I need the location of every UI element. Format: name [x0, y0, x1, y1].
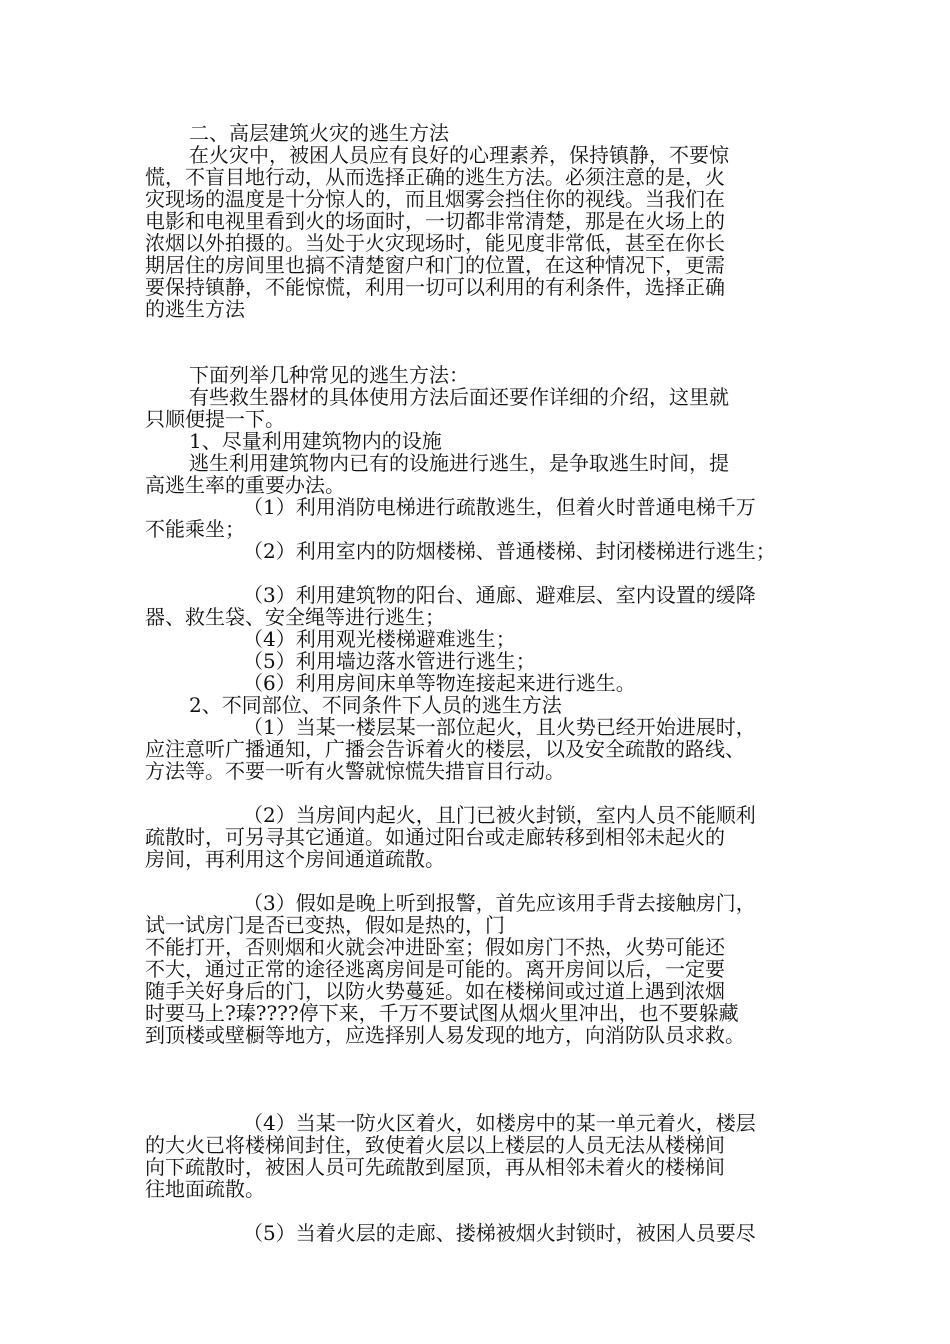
paragraph-line: 电影和电视里看到火的场面时，一切都非常清楚，那是在火场上的	[145, 209, 725, 233]
list-item-continuation: 方法等。不要一听有火警就惊慌失措盲目行动。	[145, 759, 565, 783]
section-heading: 二、高层建筑火灾的逃生方法	[189, 121, 449, 145]
blank-space	[145, 320, 825, 364]
list-item: （1）当某一楼层某一部位起火，且火势已经开始进展时，	[243, 715, 756, 739]
paragraph-line: 灾现场的温度是十分惊人的，而且烟雾会挡住你的视线。当我们在	[145, 187, 725, 211]
list-item-continuation: 时要马上?瑧????停下来，千万不要试图从烟火里冲出，也不要躲藏	[145, 1001, 739, 1025]
list-item-continuation: 器、救生袋、安全绳等进行逃生；	[145, 605, 445, 629]
section-heading: 1、尽量利用建筑物内的设施	[189, 429, 442, 453]
list-item-continuation: 向下疏散时，被困人员可先疏散到屋顶，再从相邻未着火的楼梯间	[145, 1155, 725, 1179]
paragraph-line: 期居住的房间里也搞不清楚窗户和门的位置，在这种情况下，更需	[145, 253, 725, 277]
paragraph-line: 的逃生方法	[145, 297, 245, 321]
blank-space	[145, 562, 825, 584]
paragraph-line: 要保持镇静，不能惊慌，利用一切可以利用的有利条件，选择正确	[145, 275, 725, 299]
blank-space	[145, 1046, 825, 1090]
blank-space	[145, 870, 825, 892]
list-item: （4）利用观光楼梯避难逃生；	[243, 627, 516, 651]
list-item: （3）利用建筑物的阳台、通廊、避难层、室内设置的缓降	[243, 583, 756, 607]
list-item: （5）利用墙边落水管进行逃生；	[243, 649, 536, 673]
list-item-continuation: 不能打开，否则烟和火就会冲进卧室；假如房门不热，火势可能还	[145, 935, 725, 959]
list-item: （4）当某一防火区着火，如楼房中的某一单元着火，楼层	[243, 1111, 756, 1135]
paragraph-line: 有些救生器材的具体使用方法后面还要作详细的介绍，这里就	[189, 385, 729, 409]
list-item-continuation: 的大火已将楼梯间封住，致使着火层以上楼层的人员无法从楼梯间	[145, 1133, 725, 1157]
list-item-continuation: 不能乘坐；	[145, 517, 245, 541]
list-item-continuation: 往地面疏散。	[145, 1177, 265, 1201]
paragraph-line: 下面列举几种常见的逃生方法：	[189, 363, 469, 387]
paragraph-line: 逃生利用建筑物内已有的设施进行逃生，是争取逃生时间，提	[189, 451, 729, 475]
list-item: （3）假如是晚上听到报警，首先应该用手背去接触房门，	[243, 891, 756, 915]
list-item: （2）利用室内的防烟楼梯、普通楼梯、封闭楼梯进行逃生；	[243, 539, 776, 563]
paragraph-line: 高逃生率的重要办法。	[145, 473, 345, 497]
paragraph-line: 在火灾中，被困人员应有良好的心理素养，保持镇静，不要惊	[189, 143, 729, 167]
list-item: （1）利用消防电梯进行疏散逃生，但着火时普通电梯千万	[243, 495, 756, 519]
paragraph-line: 浓烟以外拍摄的。当处于火灾现场时，能见度非常低，甚至在你长	[145, 231, 725, 255]
blank-space	[145, 1090, 825, 1112]
list-item-continuation: 随手关好身后的门，以防火势蔓延。如在楼梯间或过道上遇到浓烟	[145, 979, 725, 1003]
list-item-continuation: 试一试房门是否已变热，假如是热的，门	[145, 913, 505, 937]
list-item: （2）当房间内起火，且门已被火封锁，室内人员不能顺利	[243, 803, 756, 827]
list-item-continuation: 房间，再利用这个房间通道疏散。	[145, 847, 445, 871]
list-item-continuation: 应注意听广播通知，广播会告诉着火的楼层，以及安全疏散的路线、	[145, 737, 745, 761]
list-item: （6）利用房间床单等物连接起来进行逃生。	[243, 671, 636, 695]
list-item: （5）当着火层的走廊、搂梯被烟火封锁时，被困人员要尽	[243, 1221, 756, 1245]
list-item-continuation: 不大，通过正常的途径逃离房间是可能的。离开房间以后，一定要	[145, 957, 725, 981]
list-item-continuation: 到顶楼或壁橱等地方，应选择别人易发现的地方，向消防队员求救。	[145, 1023, 745, 1047]
list-item-continuation: 疏散时，可另寻其它通道。如通过阳台或走廊转移到相邻未起火的	[145, 825, 725, 849]
section-heading: 2、不同部位、不同条件下人员的逃生方法	[189, 693, 562, 717]
paragraph-line: 只顺便提一下。	[145, 407, 285, 431]
document-body	[145, 122, 825, 1244]
paragraph-line: 慌，不盲目地行动，从而选择正确的逃生方法。必须注意的是，火	[145, 165, 725, 189]
blank-space	[145, 1200, 825, 1222]
blank-space	[145, 782, 825, 804]
